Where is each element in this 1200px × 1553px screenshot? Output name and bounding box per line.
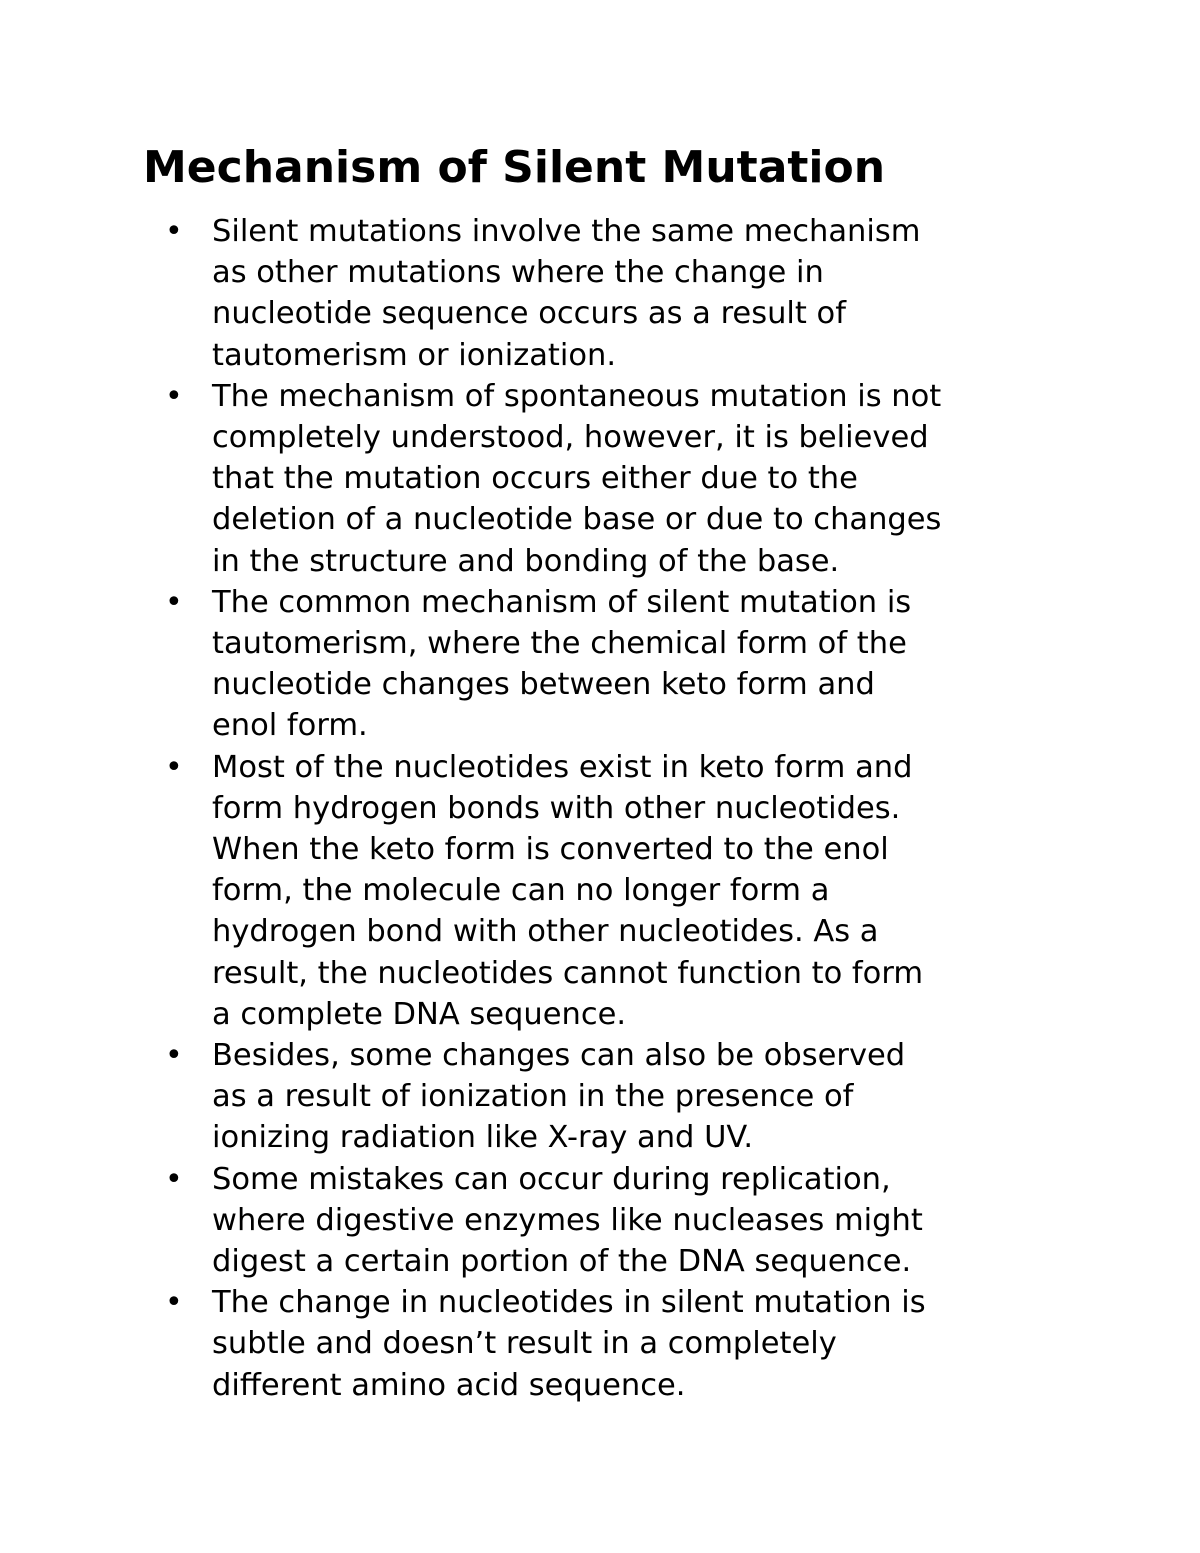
text-line: The change in nucleotides in silent mutation is xyxy=(212,1285,926,1321)
text-line: form hydrogen bonds with other nucleotides. xyxy=(212,790,901,826)
text-line: form, the molecule can no longer form a xyxy=(212,873,830,909)
text-line: that the mutation occurs either due to the xyxy=(212,461,858,497)
text-line: where digestive enzymes like nucleases might xyxy=(212,1202,923,1238)
text-line: a complete DNA sequence. xyxy=(212,996,627,1032)
text-line: When the keto form is converted to the enol xyxy=(212,832,889,868)
text-line: Silent mutations involve the same mechanism xyxy=(212,214,921,249)
text-line: The common mechanism of silent mutation is xyxy=(212,584,912,620)
text-line: tautomerism, where the chemical form of the xyxy=(212,626,907,662)
bullet-point-icon: • xyxy=(165,584,183,620)
bullet-item xyxy=(0,582,1072,747)
text-line: nucleotide sequence occurs as a result of xyxy=(212,296,846,332)
bullet-item xyxy=(0,376,1072,582)
bullet-item xyxy=(0,747,1072,1035)
bullet-text xyxy=(212,376,1072,582)
bullet-point-icon: • xyxy=(165,1285,183,1321)
text-line: different amino acid sequence. xyxy=(212,1367,686,1403)
bullet-item xyxy=(0,211,1072,376)
bullet-item xyxy=(0,1282,1072,1406)
bullet-text xyxy=(212,1282,1072,1406)
bullet-text xyxy=(212,747,1072,1035)
bullet-point-icon: • xyxy=(165,1038,183,1074)
bullet-text xyxy=(212,1035,1072,1159)
text-line: The mechanism of spontaneous mutation is not xyxy=(212,378,942,414)
bullet-point-icon: • xyxy=(165,378,183,414)
text-line: result, the nucleotides cannot function to form xyxy=(212,955,924,991)
bullet-text xyxy=(212,211,1072,376)
text-line: digest a certain portion of the DNA sequence. xyxy=(212,1244,912,1280)
text-line: Besides, some changes can also be observed xyxy=(212,1038,906,1074)
text-line: as a result of ionization in the presence of xyxy=(212,1079,854,1115)
text-line: nucleotide changes between keto form and xyxy=(212,667,875,703)
bullet-point-icon: • xyxy=(165,214,183,249)
bullet-list xyxy=(0,211,1072,1406)
bullet-text xyxy=(212,582,1072,747)
document-title: Mechanism of Silent Mutation xyxy=(143,142,886,193)
text-line: as other mutations where the change in xyxy=(212,255,824,291)
bullet-item xyxy=(0,1035,1072,1159)
text-line: ionizing radiation like X-ray and UV. xyxy=(212,1120,754,1156)
bullet-point-icon: • xyxy=(165,749,183,785)
text-line: subtle and doesn’t result in a completely xyxy=(212,1326,837,1362)
text-line: Some mistakes can occur during replication, xyxy=(212,1161,891,1197)
bullet-item xyxy=(0,1159,1072,1283)
text-line: in the structure and bonding of the base. xyxy=(212,543,840,579)
text-line: tautomerism or ionization. xyxy=(212,337,617,373)
text-line: Most of the nucleotides exist in keto form and xyxy=(212,749,913,785)
text-line: enol form. xyxy=(212,708,368,744)
text-line: deletion of a nucleotide base or due to changes xyxy=(212,502,942,538)
bullet-point-icon: • xyxy=(165,1161,183,1197)
bullet-text xyxy=(212,1159,1072,1283)
text-line: hydrogen bond with other nucleotides. As a xyxy=(212,914,879,950)
text-line: completely understood, however, it is believed xyxy=(212,420,929,456)
